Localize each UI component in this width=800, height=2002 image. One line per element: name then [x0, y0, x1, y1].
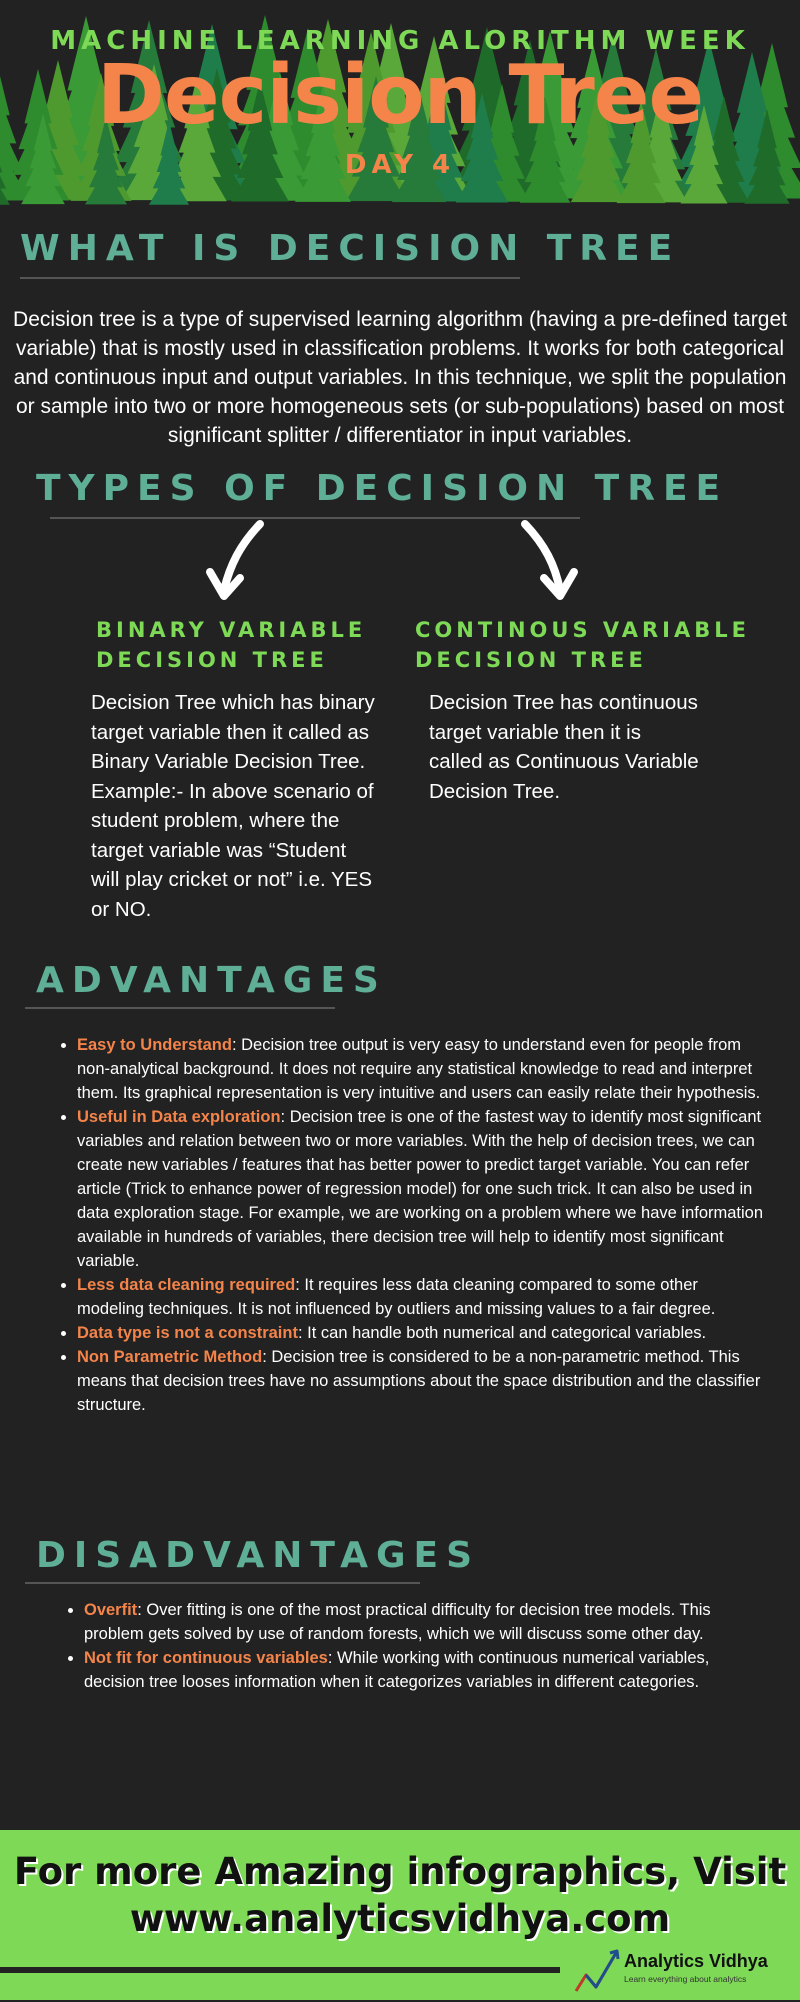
- continuous-type-desc: Decision Tree has continuous target variable then it is called as Continuous Variable Decision Tree.: [429, 691, 699, 803]
- page-title: Decision Tree: [96, 48, 704, 143]
- what-is-divider: [20, 277, 520, 279]
- advantage-item: [77, 1105, 767, 1273]
- footer-divider: [0, 1967, 560, 1973]
- advantage-item: [77, 1273, 767, 1321]
- disadvantage-term: Overfit: [84, 1601, 138, 1619]
- advantages-heading: ADVANTAGES: [36, 960, 387, 1001]
- advantage-text: : Decision tree output is very easy to understand even for people from non-analytical background. It does not require any statistical knowledge to read and interpret them. Its graphical representation is very intuitive and users can easily relate their hypothesis.: [77, 1036, 761, 1102]
- advantage-item: [77, 1033, 767, 1105]
- types-heading: TYPES OF DECISION TREE: [36, 468, 729, 509]
- brand-tagline: Learn everything about analytics: [624, 1974, 747, 1984]
- what-is-heading: WHAT IS DECISION TREE: [20, 228, 681, 269]
- advantage-text: : It can handle both numerical and categorical variables.: [297, 1324, 707, 1342]
- disadvantage-item: [84, 1646, 764, 1694]
- advantage-text: : Decision tree is one of the fastest way to identify most significant variables and relation between two or more variables. With the help of decision trees, we can create new variables / features that has better power to predict target variable. You can refer article (Trick to enhance power of regression model) for one such trick. It can also be used in data exploration stage. For example, we are working on a problem where we have information available in hundreds of variables, there decision tree will help to identify most significant variable.: [77, 1108, 764, 1270]
- disadvantages-divider: [25, 1582, 420, 1584]
- arrow-right-icon: [510, 520, 590, 605]
- brand-logo[interactable]: [572, 1947, 800, 1997]
- footer-line-1: For more Amazing infographics, Visit: [13, 1850, 787, 1893]
- brand-name: Analytics Vidhya: [624, 1951, 768, 1971]
- footer-banner: [0, 1830, 800, 2000]
- day-label: DAY 4: [344, 150, 456, 180]
- hero-banner: [0, 0, 800, 215]
- advantage-item: [77, 1321, 767, 1345]
- disadvantage-text: : Over fitting is one of the most practical difficulty for decision tree models. This problem gets solved by use of random forests, which we will discuss some other day.: [84, 1601, 711, 1643]
- disadvantages-list: [64, 1598, 764, 1694]
- advantage-term: Non Parametric Method: [77, 1348, 263, 1366]
- advantage-term: Useful in Data exploration: [77, 1108, 281, 1126]
- advantage-term: Less data cleaning required: [77, 1276, 296, 1294]
- advantages-list: [57, 1033, 767, 1417]
- types-divider: [50, 517, 580, 519]
- advantage-text: : It requires less data cleaning compared to some other modeling techniques. It is not influenced by outliers and missing values to a fair degree.: [77, 1276, 716, 1318]
- binary-type-title: BINARY VARIABLE DECISION TREE: [96, 618, 367, 672]
- advantage-term: Data type is not a constraint: [77, 1324, 298, 1342]
- advantage-text: : Decision tree is considered to be a non-parametric method. This means that decision trees have no assumptions about the space distribution and the classifier structure.: [77, 1348, 761, 1414]
- disadvantage-term: Not fit for continuous variables: [84, 1649, 328, 1667]
- what-is-body: Decision tree is a type of supervised learning algorithm (having a pre-defined target variable) that is mostly used in classification problems. It works for both categorical and continuous input and output variables. In this technique, we split the population or sample into two or more homogeneous sets (or sub-populations) based on most significant splitter / differentiator in input variables.: [13, 308, 787, 447]
- advantages-divider: [25, 1007, 335, 1009]
- continuous-type-title: CONTINOUS VARIABLE DECISION TREE: [415, 618, 750, 672]
- series-title: MACHINE LEARNING ALORITHM WEEK: [50, 26, 750, 56]
- disadvantage-item: [84, 1598, 764, 1646]
- disadvantage-text: : While working with continuous numerical variables, decision tree looses information when it categorizes variables in different categories.: [84, 1649, 710, 1691]
- footer-cta: [0, 1848, 800, 1942]
- footer-website-link[interactable]: www.analyticsvidhya.com: [129, 1897, 671, 1940]
- disadvantages-heading: DISADVANTAGES: [36, 1535, 481, 1576]
- binary-type-desc: Decision Tree which has binary target variable then it called as Binary Variable Decision Tree. Example:- In above scenario of student problem, where the target variable was “Student will play cricket or not” i.e. YES or NO.: [91, 691, 375, 921]
- arrow-left-icon: [200, 520, 280, 605]
- advantage-term: Easy to Understand: [77, 1036, 232, 1054]
- analytics-vidhya-logo-icon: [572, 1947, 624, 1997]
- advantage-item: [77, 1345, 767, 1417]
